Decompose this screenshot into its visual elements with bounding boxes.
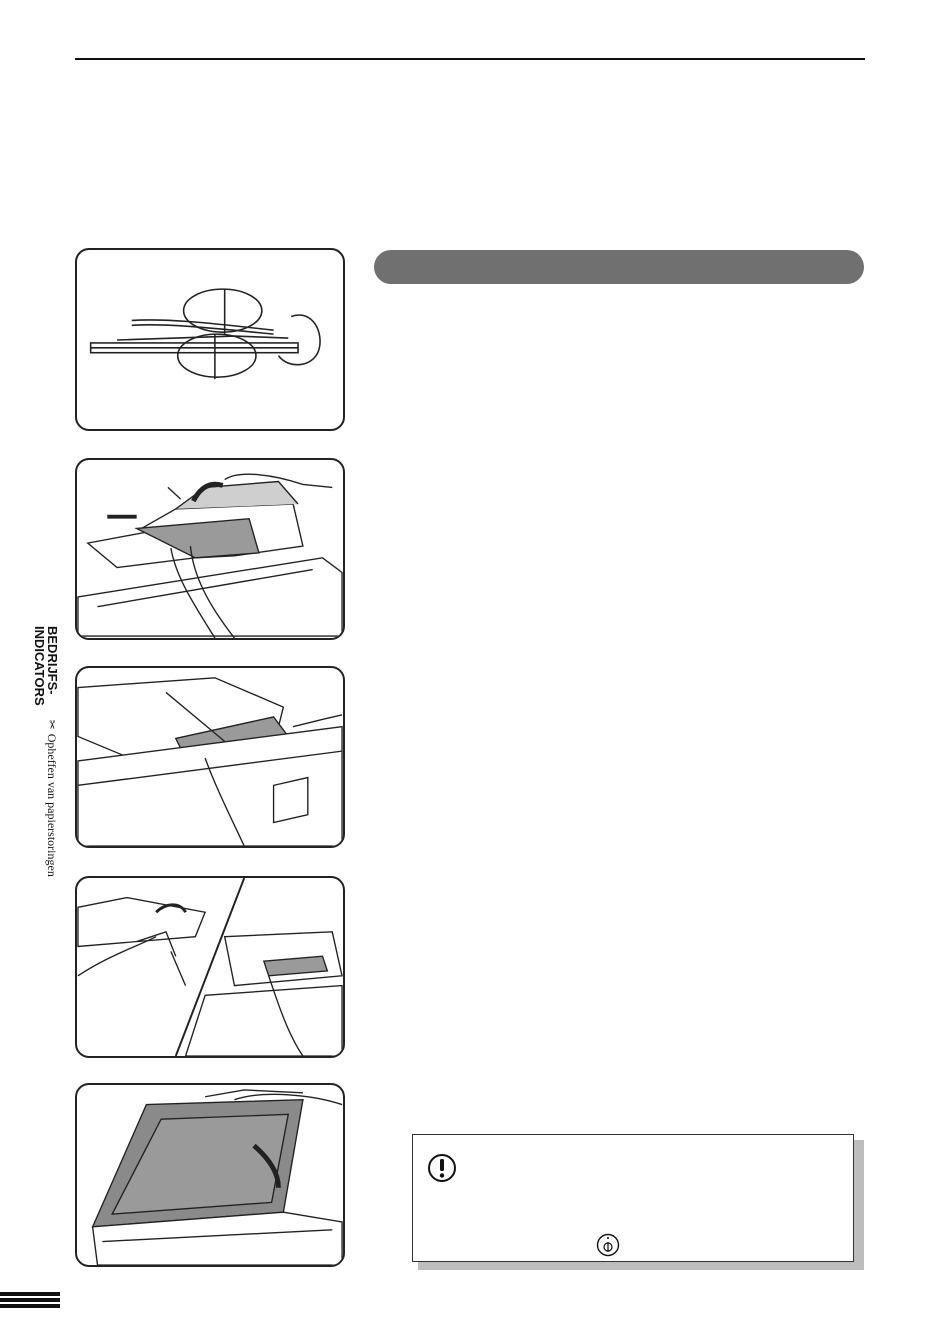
scissors-icon: ✂ xyxy=(45,719,59,730)
turn-roller-knob-icon xyxy=(77,878,343,1056)
side-tab-section-label: Opheffen van papierstoringen xyxy=(45,733,59,877)
side-tab xyxy=(15,626,60,946)
open-feeding-roller-cover-icon xyxy=(77,460,343,638)
top-rule xyxy=(75,58,865,60)
section-heading-bar xyxy=(374,250,864,284)
exclamation-icon xyxy=(427,1153,457,1183)
side-tab-title-line1: BEDRIJFS- xyxy=(45,626,60,695)
paper-feed-jam-diagram-icon xyxy=(77,250,343,429)
figure-2-open-cover xyxy=(75,458,345,640)
figure-3-lift-guide xyxy=(75,666,345,848)
footer-page-marker xyxy=(0,1292,60,1308)
start-key-icon xyxy=(596,1233,620,1257)
open-document-feeder-icon xyxy=(77,1085,343,1265)
figure-5-open-feeder xyxy=(75,1083,345,1267)
figure-1-paper-path xyxy=(75,248,345,431)
lift-document-guide-icon xyxy=(77,668,343,846)
side-tab-title-line2: INDICATORS xyxy=(32,626,47,706)
figure-4-turn-knob xyxy=(75,876,345,1058)
note-box xyxy=(412,1134,854,1262)
